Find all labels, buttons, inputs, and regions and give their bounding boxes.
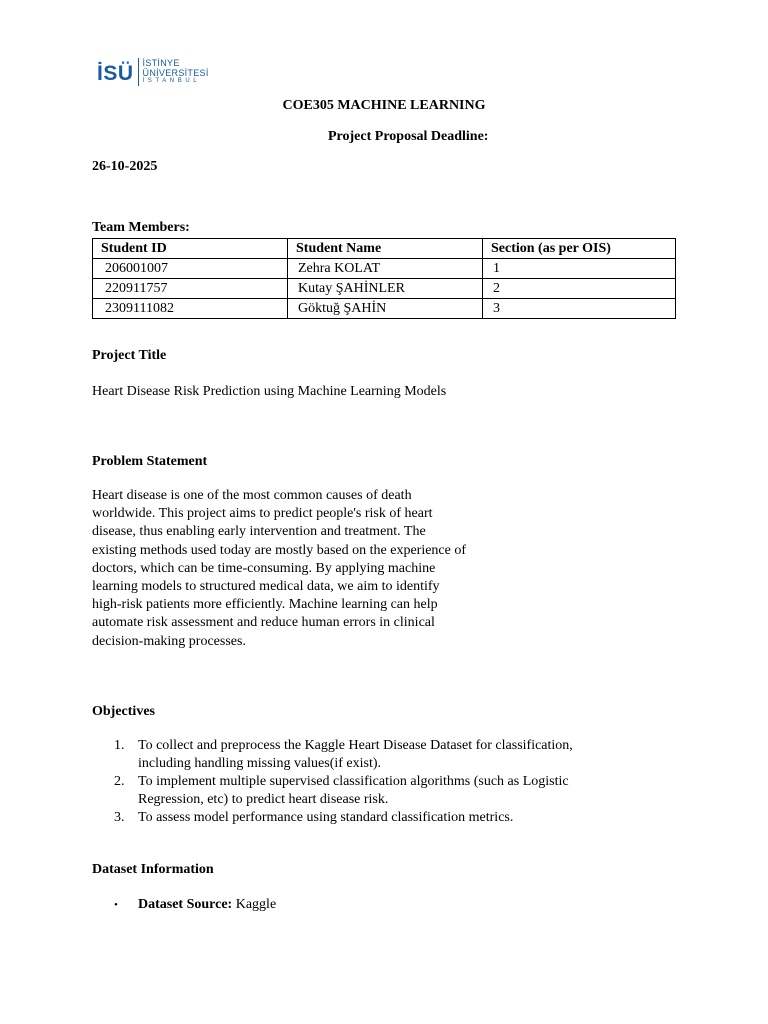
paragraph-line: worldwide. This project aims to predict people's risk of heart [92,506,433,522]
paragraph-line: doctors, which can be time-consuming. By applying machine [92,560,436,576]
team-members-table [92,238,676,319]
section-cell: 3 [483,299,676,319]
section-cell: 1 [483,259,676,279]
table-row [93,299,676,319]
list-item [92,737,652,773]
paragraph-line: disease, thus enabling early intervention and treatment. The [92,524,426,540]
deadline-value: 26-10-2025 [92,159,158,174]
dataset-information-heading: Dataset Information [92,862,214,877]
paragraph-line: high-risk patients more efficiently. Machine learning can help [92,597,438,613]
list-item [92,896,276,914]
column-header-student-id: Student ID [93,239,288,259]
list-item-line: including handling missing values(if exist). [138,756,382,771]
student-id-cell: 2309111082 [93,299,288,319]
course-title: COE305 MACHINE LEARNING [282,98,486,113]
student-id-cell: 206001007 [93,259,288,279]
objectives-list [92,737,652,827]
university-logo [97,54,209,90]
project-title-heading: Project Title [92,348,167,363]
project-title-text: Heart Disease Risk Prediction using Machine Learning Models [92,384,447,399]
list-item [92,773,652,809]
paragraph-line: Heart disease is one of the most common causes of death [92,488,412,503]
logo-mark: İSÜ [97,61,134,85]
list-item-line: To implement multiple supervised classification algorithms (such as Logistic [138,774,569,789]
deadline-label: Project Proposal Deadline: [328,129,489,144]
objectives-heading: Objectives [92,704,155,719]
problem-statement-paragraph [92,487,466,651]
section-cell: 2 [483,279,676,299]
paragraph-line: existing methods used today are mostly based on the experience of [92,542,467,558]
team-members-label: Team Members: [92,220,190,235]
student-name-cell: Kutay ŞAHİNLER [288,279,483,299]
column-header-student-name: Student Name [288,239,483,259]
column-header-section: Section (as per OIS) [483,239,676,259]
paragraph-line: automate risk assessment and reduce human errors in clinical [92,615,435,631]
list-item [92,809,652,827]
student-name-cell: Zehra KOLAT [288,259,483,279]
list-item-line: To collect and preprocess the Kaggle Heart Disease Dataset for classification, [138,738,573,753]
list-number: 3. [114,810,125,825]
problem-statement-heading: Problem Statement [92,454,208,469]
table-row [93,279,676,299]
table-header-row [93,239,676,259]
dataset-list [92,896,276,914]
list-number: 1. [114,738,125,753]
table-row [93,259,676,279]
bullet-icon: • [114,899,118,911]
logo-line-1: İSTİNYE [142,58,180,69]
student-id-cell: 220911757 [93,279,288,299]
logo-line-2: ÜNİVERSİTESİ [142,67,209,78]
list-number: 2. [114,774,125,789]
paragraph-line: learning models to structured medical data, we aim to identify [92,579,440,595]
student-name-cell: Göktuğ ŞAHİN [288,299,483,319]
logo-divider [138,58,139,86]
logo-text [143,59,209,84]
list-item-line: Regression, etc) to predict heart disease risk. [138,792,389,807]
logo-line-3: İSTANBUL [142,78,201,85]
dataset-source-value: Kaggle [232,897,277,912]
list-item-line: To assess model performance using standard classification metrics. [138,810,514,825]
dataset-source-label: Dataset Source: [138,897,233,912]
paragraph-line: decision-making processes. [92,633,246,649]
